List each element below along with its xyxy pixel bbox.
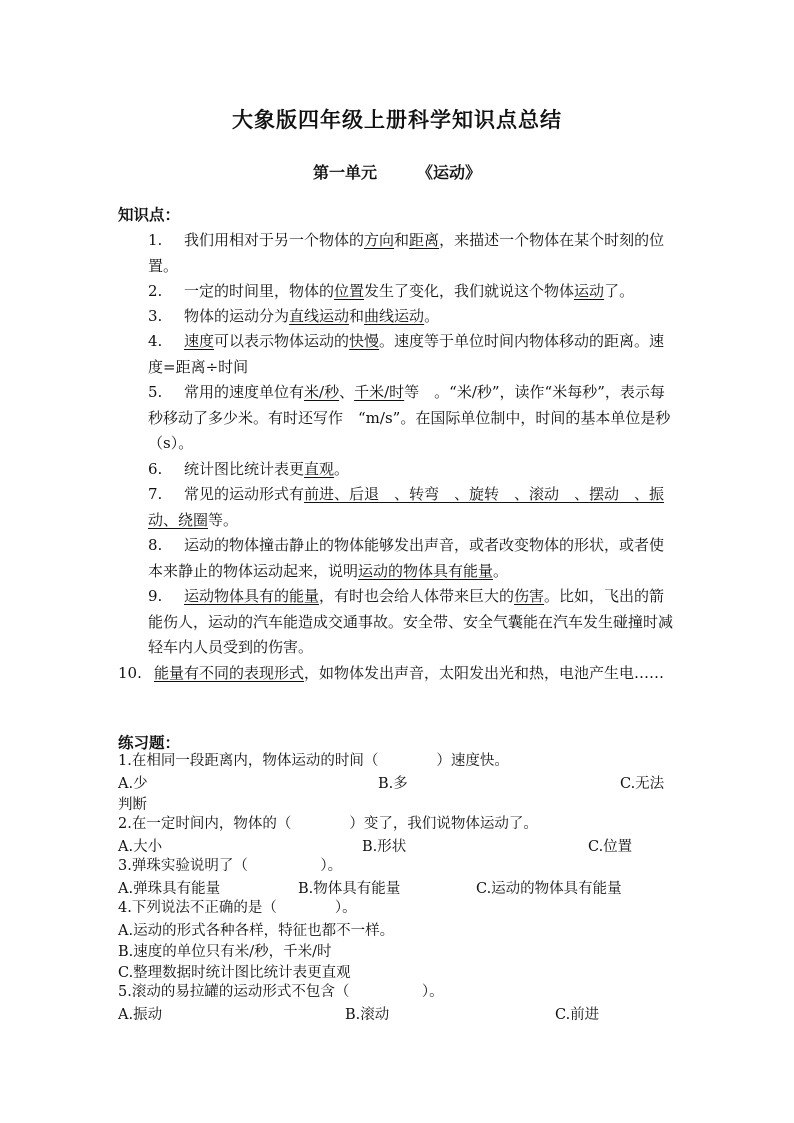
underlined-term: 位置 [334, 282, 365, 300]
underlined-term: 米/秒 [304, 383, 340, 401]
knowledge-point [148, 380, 678, 457]
knowledge-point [148, 329, 678, 380]
option-b: B.形状 [362, 839, 407, 855]
point-text: 。比如，飞出的箭能伤人，运动的汽车能造成交通事故。安全带、安全气囊能在汽车发生碰撞时减轻车内人员受到的伤害。 [148, 587, 674, 656]
point-number: 1. [148, 231, 163, 249]
point-number: 8. [148, 536, 163, 554]
point-text: 等 。“米/秒”，读作“米每秒”，表示每秒移动了多少米。有时还写作 “m/s”。在国际单位制中，时间的基本单位是秒（s）。 [148, 383, 671, 452]
option-c: C.前进 [555, 1007, 600, 1023]
point-text: 物体的运动分为 [184, 307, 290, 325]
point-text: 。速度等于单位时间内物体移动的距离。速度=距离÷时间 [148, 332, 665, 376]
point-text: ，如物体发出声音，太阳发出光和热，电池产生电…… [304, 664, 665, 682]
knowledge-point [148, 482, 678, 533]
point-text: 和 [349, 307, 365, 325]
point-text: 了。 [604, 282, 635, 300]
point-text: 统计图比统计表更 [184, 460, 305, 478]
knowledge-point [148, 279, 678, 305]
underlined-term: 快慢 [349, 332, 380, 350]
document-title: 大象版四年级上册科学知识点总结 [232, 107, 562, 132]
point-number: 3. [148, 307, 163, 325]
option-a: A.振动 [118, 1007, 163, 1023]
underlined-term: 直观 [304, 460, 335, 478]
knowledge-heading: 知识点： [118, 205, 181, 224]
point-text: 发生了变化，我们就说这个物体 [364, 282, 575, 300]
option-b: B.多 [378, 776, 408, 792]
knowledge-point [148, 584, 678, 661]
knowledge-point [148, 228, 678, 279]
point-text: ，有时也会给人体带来巨大的 [319, 587, 515, 605]
point-text: 常用的速度单位有 [184, 383, 305, 401]
knowledge-point [148, 457, 678, 483]
question-text: 1.在相同一段距离内，物体运动的时间（ ）速度快。 [118, 753, 509, 769]
option-c: C.无法 [620, 776, 665, 792]
exercise-heading: 练习题： [118, 733, 181, 752]
knowledge-point [118, 661, 678, 687]
underlined-term: 前进、后退 、转弯 、旋转 、滚动 、摆动 、振动、绕圈 [148, 485, 665, 529]
point-number: 10. [118, 664, 142, 682]
point-number: 5. [148, 383, 163, 401]
option-a: A.少 [118, 776, 148, 792]
option-b: B.速度的单位只有米/秒，千米/时 [118, 944, 332, 960]
underlined-term: 距离 [409, 231, 440, 249]
point-text: 我们用相对于另一个物体的 [184, 231, 365, 249]
point-text: 。 [334, 460, 350, 478]
option-b: B.滚动 [345, 1007, 390, 1023]
underlined-term: 运动物体具有的能量 [184, 587, 320, 605]
question-text: 4.下列说法不正确的是（ ）。 [118, 900, 357, 916]
knowledge-point [148, 533, 678, 584]
underlined-term: 能量有不同的表现形式 [154, 664, 305, 682]
question-text: 2.在一定时间内，物体的（ ）变了，我们说物体运动了。 [118, 816, 538, 832]
option-c: C.运动的物体具有能量 [476, 881, 622, 897]
point-text: 常见的运动形式有 [184, 485, 305, 503]
point-text: 等。 [208, 510, 239, 529]
underlined-term: 运动 [574, 282, 605, 300]
option-c-continued: 判断 [118, 797, 147, 813]
point-number: 9. [148, 587, 163, 605]
point-number: 2. [148, 282, 163, 300]
point-text: 一定的时间里，物体的 [184, 282, 335, 300]
question-text: 3.弹珠实验说明了（ ）。 [118, 858, 343, 874]
point-number: 6. [148, 460, 163, 478]
point-text: 运动的物体撞击静止的物体能够发出声音，或者改变物体的形状，或者使本来静止的物体运动起来，说明 [148, 536, 665, 580]
option-a: A.弹珠具有能量 [118, 881, 221, 897]
option-c: C.整理数据时统计图比统计表更直观 [118, 965, 351, 981]
option-a: A.大小 [118, 839, 163, 855]
underlined-term: 方向 [364, 231, 395, 249]
knowledge-point [148, 304, 678, 330]
unit-title [0, 160, 794, 183]
point-text: ，来描述一个物体在某个时刻的位置。 [148, 231, 665, 275]
underlined-term: 速度 [184, 332, 215, 350]
underlined-term: 千米/时 [354, 383, 405, 401]
underlined-term: 伤害 [514, 587, 545, 605]
option-c: C.位置 [588, 839, 633, 855]
point-number: 4. [148, 332, 163, 350]
unit-label: 第一单元 [312, 163, 377, 182]
point-text: 、 [339, 383, 355, 401]
underlined-term: 曲线运动 [364, 307, 425, 325]
option-a: A.运动的形式各种各样，特征也都不一样。 [118, 923, 395, 939]
question-text: 5.滚动的易拉罐的运动形式不包含（ ）。 [118, 984, 444, 1000]
unit-name: 《运动》 [417, 163, 482, 182]
point-number: 7. [148, 485, 163, 503]
underlined-term: 运动的物体具有能量 [358, 561, 494, 580]
point-text: 。 [493, 561, 509, 580]
point-text: 和 [394, 231, 410, 249]
underlined-term: 直线运动 [289, 307, 350, 325]
point-text: 。 [424, 307, 440, 325]
option-b: B.物体具有能量 [298, 881, 401, 897]
point-text: 可以表示物体运动的 [214, 332, 350, 350]
